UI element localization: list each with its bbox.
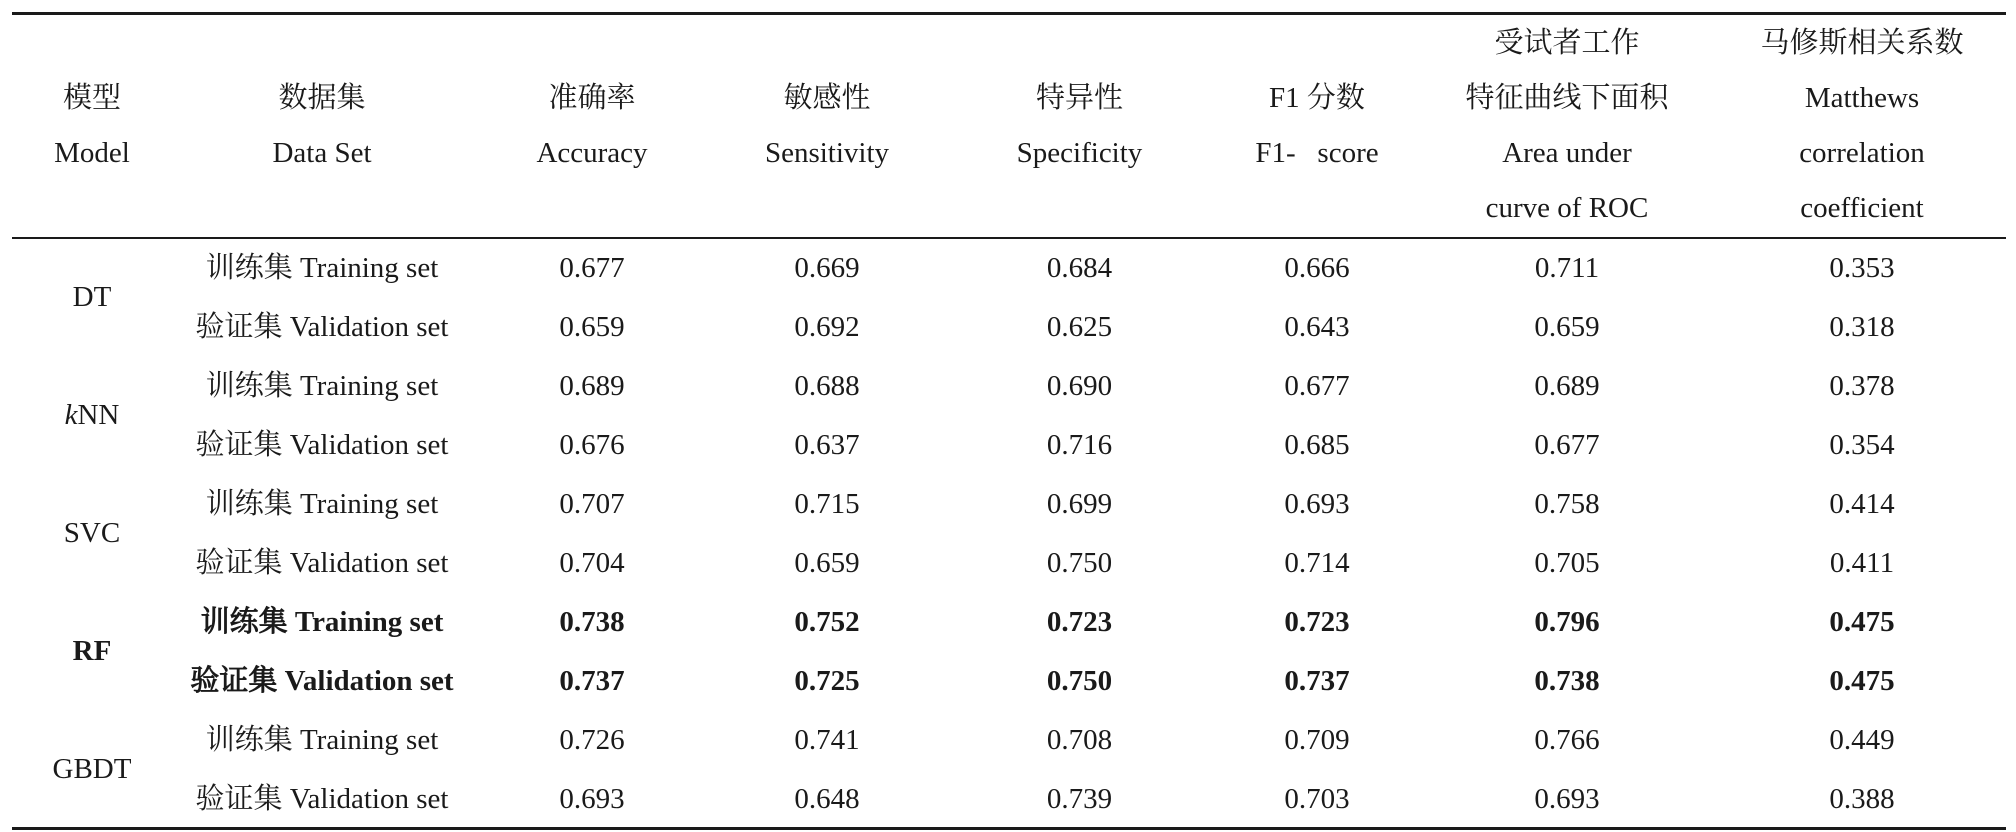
- cell-sensitivity: 0.659: [794, 547, 860, 579]
- cell-accuracy: 0.677: [559, 252, 625, 284]
- cell-specificity: 0.750: [1046, 547, 1113, 579]
- cell-dataset: 训练集 Training set: [205, 252, 439, 284]
- header-accuracy-en: Accuracy: [536, 137, 648, 169]
- cell-f1-score: 0.693: [1284, 488, 1350, 520]
- cell-f1-score: 0.685: [1284, 429, 1350, 461]
- cell-dataset: 训练集 Training set: [205, 370, 439, 402]
- cell-dataset: 训练集 Training set: [205, 724, 439, 756]
- cell-sensitivity: 0.669: [794, 252, 860, 284]
- cell-auc: 0.677: [1534, 429, 1600, 461]
- cell-accuracy: 0.704: [559, 547, 625, 579]
- cell-specificity: 0.723: [1046, 606, 1113, 638]
- cell-dataset: 验证集 Validation set: [195, 547, 449, 579]
- cell-dataset: 训练集 Training set: [205, 488, 439, 520]
- header-auc-zh2: 特征曲线下面积: [1465, 82, 1669, 114]
- header-auc-en: Area under: [1502, 137, 1632, 169]
- table-top-rule: [12, 12, 2006, 15]
- cell-dataset: 验证集 Validation set: [190, 665, 454, 697]
- cell-sensitivity: 0.692: [794, 311, 860, 343]
- cell-specificity: 0.684: [1046, 252, 1113, 284]
- header-mcc-en: Matthews: [1804, 82, 1920, 114]
- cell-accuracy: 0.689: [559, 370, 625, 402]
- cell-f1-score: 0.723: [1284, 606, 1350, 638]
- cell-mcc: 0.388: [1829, 783, 1895, 815]
- cell-accuracy: 0.738: [559, 606, 625, 638]
- cell-f1-score: 0.666: [1284, 252, 1350, 284]
- cell-mcc: 0.353: [1829, 252, 1895, 284]
- header-model-zh: 模型: [62, 82, 121, 114]
- cell-mcc: 0.475: [1829, 606, 1895, 638]
- cell-f1-score: 0.714: [1284, 547, 1350, 579]
- cell-dataset: 验证集 Validation set: [195, 429, 449, 461]
- header-sensitivity: [712, 16, 942, 236]
- cell-auc: 0.796: [1534, 606, 1600, 638]
- cell-sensitivity: 0.715: [794, 488, 860, 520]
- header-f1-zh: F1 分数: [1269, 82, 1365, 114]
- cell-dataset: 验证集 Validation set: [195, 783, 449, 815]
- cell-auc: 0.705: [1534, 547, 1600, 579]
- cell-sensitivity: 0.637: [794, 429, 860, 461]
- header-sensitivity-en: Sensitivity: [764, 137, 890, 169]
- header-model: [12, 16, 172, 236]
- header-mcc-zh: 马修斯相关系数: [1760, 27, 1964, 59]
- cell-accuracy: 0.737: [559, 665, 625, 697]
- header-accuracy-zh: 准确率: [548, 82, 636, 114]
- cell-mcc: 0.354: [1829, 429, 1895, 461]
- cell-auc: 0.693: [1534, 783, 1600, 815]
- cell-auc: 0.689: [1534, 370, 1600, 402]
- header-f1-score: [1217, 16, 1417, 236]
- cell-sensitivity: 0.688: [794, 370, 860, 402]
- header-mcc-en2: correlation: [1799, 137, 1925, 169]
- header-auc-zh: 受试者工作: [1494, 27, 1640, 59]
- model-label-gbdt: GBDT: [52, 753, 132, 785]
- header-dataset-en: Data Set: [272, 137, 372, 169]
- header-auc: [1417, 16, 1717, 236]
- header-dataset: [172, 16, 472, 236]
- cell-auc: 0.711: [1534, 252, 1600, 284]
- cell-mcc: 0.414: [1829, 488, 1895, 520]
- header-specificity-en: Specificity: [1016, 137, 1143, 169]
- cell-mcc: 0.378: [1829, 370, 1895, 402]
- header-dataset-zh: 数据集: [278, 82, 366, 114]
- cell-f1-score: 0.709: [1284, 724, 1350, 756]
- cell-specificity: 0.716: [1046, 429, 1113, 461]
- cell-auc: 0.758: [1534, 488, 1600, 520]
- cell-accuracy: 0.676: [559, 429, 625, 461]
- header-specificity-zh: 特异性: [1035, 82, 1123, 114]
- header-sensitivity-zh: 敏感性: [783, 82, 871, 114]
- model-label-svc: SVC: [63, 517, 121, 549]
- cell-sensitivity: 0.725: [794, 665, 860, 697]
- header-f1-en: F1- score: [1255, 137, 1379, 169]
- model-label-rf: RF: [72, 635, 112, 667]
- cell-f1-score: 0.677: [1284, 370, 1350, 402]
- cell-mcc: 0.449: [1829, 724, 1895, 756]
- cell-specificity: 0.739: [1046, 783, 1113, 815]
- cell-f1-score: 0.737: [1284, 665, 1350, 697]
- cell-f1-score: 0.703: [1284, 783, 1350, 815]
- header-model-en: Model: [54, 137, 130, 169]
- header-mcc: [1717, 16, 2007, 236]
- header-mcc-en3: coefficient: [1800, 192, 1924, 224]
- cell-accuracy: 0.726: [559, 724, 625, 756]
- cell-mcc: 0.411: [1829, 547, 1895, 579]
- cell-sensitivity: 0.752: [794, 606, 860, 638]
- cell-dataset: 验证集 Validation set: [195, 311, 449, 343]
- model-label-knn-k: k: [64, 399, 78, 431]
- model-label-knn-rest: NN: [77, 399, 120, 431]
- cell-auc: 0.738: [1534, 665, 1600, 697]
- cell-auc: 0.659: [1534, 311, 1600, 343]
- cell-mcc: 0.475: [1829, 665, 1895, 697]
- cell-dataset: 训练集 Training set: [200, 606, 444, 638]
- cell-sensitivity: 0.648: [794, 783, 860, 815]
- model-label-knn: [12, 386, 172, 444]
- cell-sensitivity: 0.741: [794, 724, 860, 756]
- header-auc-en2: curve of ROC: [1485, 192, 1649, 224]
- cell-accuracy: 0.707: [559, 488, 625, 520]
- cell-mcc: 0.318: [1829, 311, 1895, 343]
- header-accuracy: [472, 16, 712, 236]
- cell-f1-score: 0.643: [1284, 311, 1350, 343]
- cell-accuracy: 0.659: [559, 311, 625, 343]
- cell-specificity: 0.708: [1046, 724, 1113, 756]
- cell-accuracy: 0.693: [559, 783, 625, 815]
- header-specificity: [942, 16, 1217, 236]
- cell-specificity: 0.699: [1046, 488, 1113, 520]
- cell-specificity: 0.750: [1046, 665, 1113, 697]
- cell-auc: 0.766: [1534, 724, 1600, 756]
- cell-specificity: 0.690: [1046, 370, 1113, 402]
- model-label-dt: DT: [72, 281, 112, 313]
- cell-specificity: 0.625: [1046, 311, 1113, 343]
